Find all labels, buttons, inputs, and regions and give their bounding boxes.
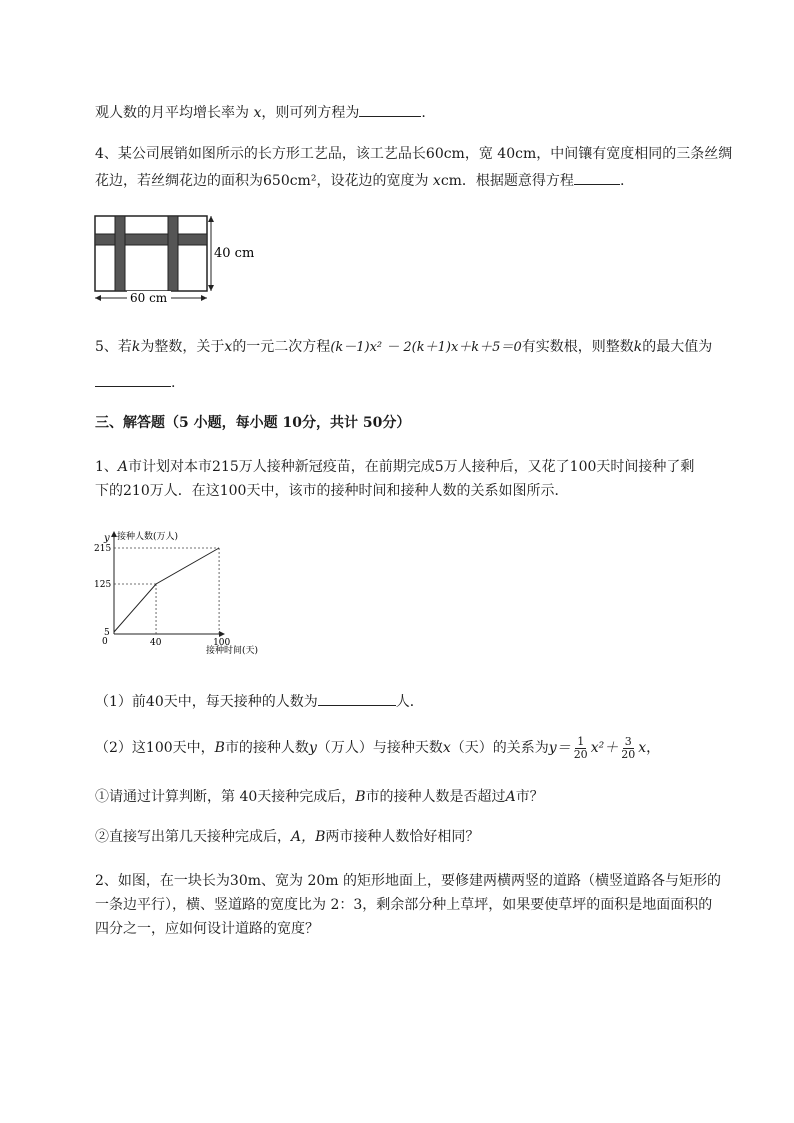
p1-text: 市的接种人数是否超过 [365, 789, 506, 805]
p1-text: 1、 [95, 459, 118, 475]
y-tick-label: 5 [104, 628, 110, 638]
q5-blank-line [95, 372, 175, 392]
p1-sub1 [95, 788, 544, 806]
q4-line2 [95, 170, 624, 190]
series-line-a [114, 548, 219, 632]
var-A: A [117, 459, 129, 475]
answer-blank[interactable] [318, 691, 396, 706]
q4-text: 花边，若丝绸花边的面积为650cm²，设花边的宽度为 [95, 173, 433, 189]
fraction-3-20 [619, 736, 637, 761]
var-x: x [432, 173, 441, 189]
var-x: x [224, 339, 233, 355]
p1-text: ②直接写出第几天接种完成后， [95, 829, 291, 845]
p1-text: （万人）与接种天数 [316, 740, 443, 756]
q5-text: 的一元二次方程 [232, 339, 331, 355]
var-y: y [308, 740, 317, 756]
fraction-1-20 [572, 736, 590, 761]
p1-text: 市的接种人数 [224, 740, 309, 756]
q3-text: 观人数的月平均增长率为 [95, 105, 254, 121]
p1-text: 两市接种人数恰好相同？ [325, 829, 480, 845]
var-x: x [253, 105, 262, 121]
q5-text: 5、若 [95, 339, 132, 355]
var-B: B [355, 789, 366, 805]
p1-text: （1）前40天中，每天接种的人数为 [95, 694, 318, 710]
answer-blank[interactable] [574, 170, 620, 185]
p1-sub2 [95, 828, 479, 846]
formula-term: x²＋ [590, 740, 619, 756]
formula-term: x [638, 740, 647, 756]
arrow-head [208, 285, 214, 291]
frac-den: 20 [573, 747, 588, 761]
frac-num: 1 [577, 734, 585, 748]
frac-num: 3 [624, 734, 632, 748]
q5-line [95, 338, 712, 357]
craft-rect [95, 216, 207, 291]
p2-line1: 2、如图，在一块长为30m、宽为 20m 的矩形地面上，要修建两横两竖的道路（横竖道路各与矩形的 [95, 873, 721, 889]
p1-line1 [95, 458, 694, 476]
q4-text: cm．根据题意得方程 [440, 173, 574, 189]
answer-blank[interactable] [95, 372, 171, 387]
p1-text: 市计划对本市215万人接种新冠疫苗，在前期完成5万人接种后，又花了100天时间接种了剩 [128, 459, 695, 475]
period: . [619, 173, 625, 189]
formula-lhs: y＝ [548, 740, 571, 756]
period: . [421, 105, 426, 121]
frac-den: 20 [621, 747, 636, 761]
y-tick-label: 215 [94, 544, 112, 554]
var-A: A [505, 789, 516, 805]
q3-text: ，则可列方程为 [261, 105, 360, 121]
q5-text: 的最大值为 [642, 339, 713, 355]
x-axis-label: 接种时间(天) [206, 646, 259, 656]
vaccination-chart [88, 522, 278, 662]
arrow-head [201, 295, 207, 301]
p1-text: （天）的关系为 [450, 740, 549, 756]
answer-blank[interactable] [359, 102, 421, 117]
p1-text: （2）这100天中， [95, 740, 215, 756]
y-tick-label: 125 [94, 580, 112, 590]
p2-line3: 四分之一，应如何设计道路的宽度？ [95, 921, 319, 937]
arrow-head [208, 216, 214, 222]
var-B: B [214, 740, 225, 756]
p1-part2 [95, 734, 660, 762]
x-tick-label: 40 [150, 638, 162, 648]
p1-line2: 下的210万人．在这100天中，该市的接种时间和接种人数的关系如图所示． [95, 483, 569, 499]
p1-text: 市？ [515, 789, 544, 805]
y-axis-label: 接种人数(万人) [117, 532, 179, 542]
p1-part1 [95, 691, 424, 711]
section-heading: 三、解答题（5 小题，每小题 10分，共计 50分） [95, 415, 411, 431]
arrow-head [95, 295, 101, 301]
height-label: 40 cm [214, 246, 255, 261]
x-tick-label: 100 [213, 638, 231, 648]
var-AB: A，B [291, 829, 326, 845]
period: . [171, 375, 176, 391]
origin-label: 0 [102, 637, 108, 647]
q5-text: 有实数根，则整数 [521, 339, 634, 355]
craft-figure [90, 210, 260, 310]
y-axis-var: y [104, 533, 110, 544]
p2-line2: 一条边平行），横、竖道路的宽度比为 2：3，剩余部分种上草坪，如果要使草坪的面积是地面面积的 [95, 897, 713, 913]
q3-tail-line [95, 102, 426, 122]
horizontal-ribbon [95, 234, 207, 245]
q4-line1: 4、某公司展销如图所示的长方形工艺品，该工艺品长60cm，宽 40cm，中间镶有宽度相同的三条丝绸 [95, 146, 733, 162]
q5-text: 为整数，关于 [140, 339, 225, 355]
vertical-ribbon-left [115, 216, 125, 291]
var-k: k [131, 339, 141, 355]
p1-text: ， [646, 740, 661, 756]
q5-equation: (k－1)x² － 2(k＋1)x＋k＋5＝0 [330, 340, 522, 355]
var-k: k [633, 339, 643, 355]
p1-text: 人． [395, 694, 424, 710]
vertical-ribbon-right [168, 216, 178, 291]
p1-text: ①请通过计算判断，第 40天接种完成后， [95, 789, 356, 805]
var-x: x [442, 740, 451, 756]
width-label: 60 cm [130, 291, 168, 305]
